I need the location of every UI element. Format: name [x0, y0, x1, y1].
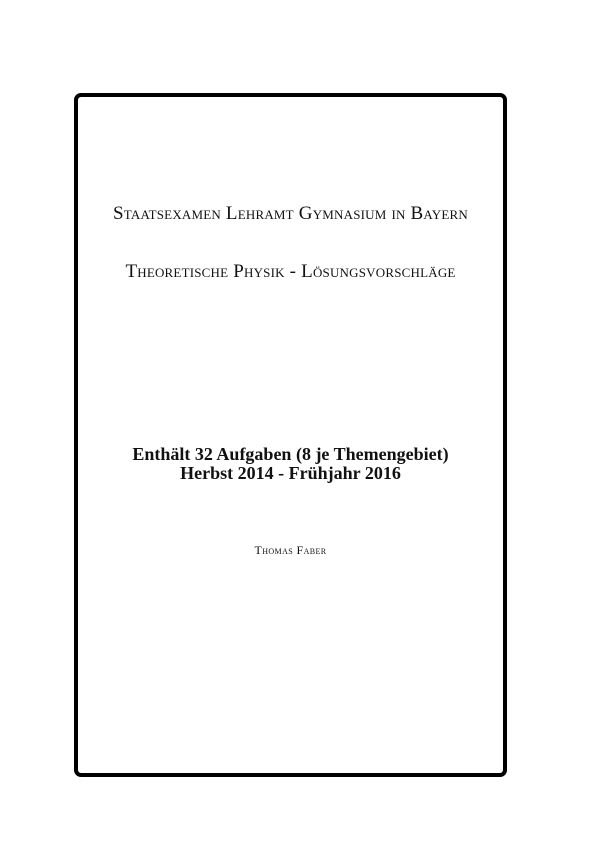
- cover-frame: [74, 93, 507, 777]
- period-range: Herbst 2014 - Frühjahr 2016: [180, 463, 401, 483]
- content-note: Enthält 32 Aufgaben (8 je Themengebiet): [132, 444, 449, 464]
- subject-title: Theoretische Physik - Lösungsvorschläge: [125, 261, 456, 282]
- author-name: Thomas Faber: [254, 543, 327, 557]
- exam-title: Staatsexamen Lehramt Gymnasium in Bayern: [113, 203, 468, 224]
